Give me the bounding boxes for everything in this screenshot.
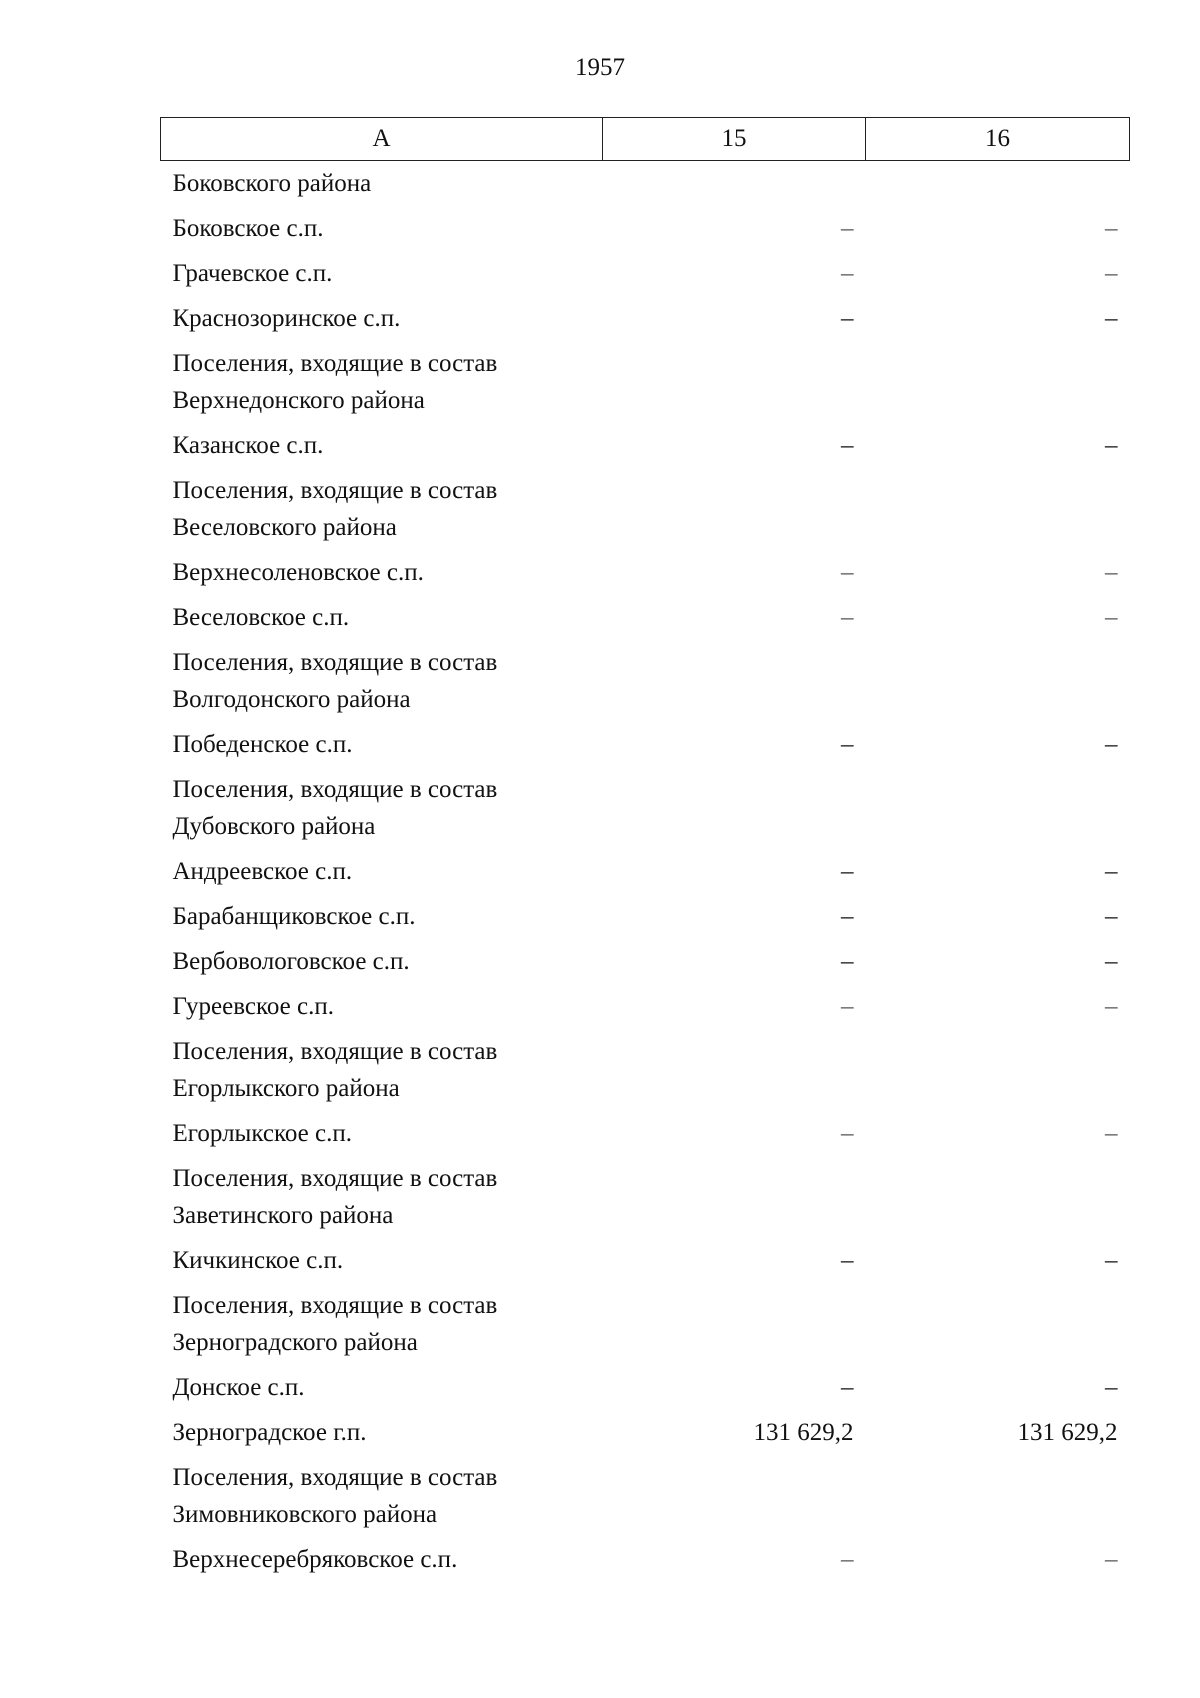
value-col-16	[866, 1287, 1130, 1369]
table-row	[161, 300, 1130, 345]
column-header-16: 16	[866, 118, 1130, 161]
value-col-15: 131 629,2	[753, 1419, 854, 1446]
row-name-line: Зерноградское г.п.	[172, 1419, 367, 1446]
row-name	[161, 472, 603, 554]
table-row	[161, 1369, 1130, 1414]
value-col-15: –	[841, 948, 854, 975]
row-name	[161, 1287, 603, 1369]
table-row	[161, 943, 1130, 988]
row-name	[161, 1115, 603, 1160]
row-name	[161, 345, 603, 427]
row-name-line: Вербовологовское с.п.	[172, 948, 410, 975]
budget-table	[160, 117, 1130, 1586]
table-row	[161, 554, 1130, 599]
value-col-16: –	[1105, 1374, 1118, 1401]
row-name-line: Донское с.п.	[172, 1374, 305, 1401]
row-name	[161, 300, 603, 345]
value-col-16: –	[1105, 1120, 1118, 1147]
row-name-line: Верхнесеребряковское с.п.	[172, 1546, 458, 1573]
value-col-16	[866, 1160, 1130, 1242]
row-name	[161, 1160, 603, 1242]
value-col-16	[866, 345, 1130, 427]
value-col-16: –	[1105, 215, 1118, 242]
table-row	[161, 898, 1130, 943]
value-col-15	[603, 1160, 866, 1242]
value-col-16	[866, 644, 1130, 726]
value-col-15	[603, 161, 866, 211]
row-name	[161, 599, 603, 644]
row-name-line: Поселения, входящие в состав	[172, 776, 498, 803]
table-row	[161, 1541, 1130, 1586]
table-row	[161, 599, 1130, 644]
value-col-16	[866, 1033, 1130, 1115]
table-row	[161, 161, 1130, 211]
value-col-15	[603, 1033, 866, 1115]
page-number: 1957	[575, 54, 625, 81]
value-col-15: –	[841, 1546, 854, 1573]
value-col-16: –	[1105, 903, 1118, 930]
row-name-line: Поселения, входящие в состав	[172, 649, 498, 676]
row-name-line: Поселения, входящие в состав	[172, 1464, 498, 1491]
value-col-15: –	[841, 1120, 854, 1147]
table-row	[161, 1242, 1130, 1287]
table-row	[161, 1160, 1130, 1242]
value-col-16: –	[1105, 559, 1118, 586]
value-col-16: –	[1105, 858, 1118, 885]
table-row	[161, 853, 1130, 898]
value-col-16: –	[1105, 731, 1118, 758]
row-name-line: Краснозоринское с.п.	[172, 305, 401, 332]
row-name	[161, 1541, 603, 1586]
value-col-15: –	[841, 993, 854, 1020]
table-row	[161, 210, 1130, 255]
table-row	[161, 1115, 1130, 1160]
value-col-15: –	[841, 305, 854, 332]
value-col-15: –	[841, 559, 854, 586]
row-name	[161, 255, 603, 300]
table-row	[161, 345, 1130, 427]
row-name-line: Верхнедонского района	[172, 387, 425, 414]
table-row	[161, 1459, 1130, 1541]
row-name-line: Егорлыкское с.п.	[172, 1120, 352, 1147]
value-col-15: –	[841, 858, 854, 885]
value-col-16	[866, 161, 1130, 211]
row-name-line: Поселения, входящие в состав	[172, 1165, 498, 1192]
row-name-line: Волгодонского района	[172, 686, 411, 713]
row-name	[161, 554, 603, 599]
row-name-line: Грачевское с.п.	[172, 260, 333, 287]
value-col-16: –	[1105, 948, 1118, 975]
row-name	[161, 1459, 603, 1541]
row-name	[161, 988, 603, 1033]
value-col-15	[603, 1287, 866, 1369]
row-name-line: Верхнесоленовское с.п.	[172, 559, 424, 586]
row-name-line: Веселовское с.п.	[172, 604, 350, 631]
table-row	[161, 988, 1130, 1033]
row-name-line: Гуреевское с.п.	[172, 993, 334, 1020]
row-name	[161, 943, 603, 988]
row-name-line: Заветинского района	[172, 1202, 394, 1229]
row-name-line: Веселовского района	[172, 514, 397, 541]
value-col-16: –	[1105, 604, 1118, 631]
value-col-15: –	[841, 604, 854, 631]
row-name-line: Победенское с.п.	[172, 731, 353, 758]
value-col-15: –	[841, 215, 854, 242]
value-col-16: –	[1105, 993, 1118, 1020]
row-name	[161, 726, 603, 771]
row-name-line: Поселения, входящие в состав	[172, 350, 498, 377]
row-name	[161, 1242, 603, 1287]
value-col-15: –	[841, 1374, 854, 1401]
value-col-16: –	[1105, 1546, 1118, 1573]
row-name-line: Андреевское с.п.	[172, 858, 353, 885]
value-col-15	[603, 345, 866, 427]
table-row	[161, 644, 1130, 726]
value-col-16: –	[1105, 305, 1118, 332]
value-col-15: –	[841, 731, 854, 758]
value-col-16: –	[1105, 260, 1118, 287]
table-row	[161, 1033, 1130, 1115]
value-col-16: –	[1105, 432, 1118, 459]
value-col-16	[866, 1459, 1130, 1541]
row-name	[161, 1033, 603, 1115]
row-name	[161, 210, 603, 255]
value-col-15	[603, 771, 866, 853]
value-col-15: –	[841, 432, 854, 459]
row-name	[161, 1369, 603, 1414]
value-col-15: –	[841, 1247, 854, 1274]
row-name-line: Дубовского района	[172, 813, 376, 840]
table-row	[161, 1287, 1130, 1369]
row-name	[161, 898, 603, 943]
value-col-16	[866, 771, 1130, 853]
table-row	[161, 255, 1130, 300]
row-name	[161, 853, 603, 898]
row-name-line: Поселения, входящие в состав	[172, 1292, 498, 1319]
row-name	[161, 161, 603, 211]
value-col-16	[866, 472, 1130, 554]
row-name	[161, 427, 603, 472]
value-col-16: 131 629,2	[1017, 1419, 1118, 1446]
value-col-16: –	[1105, 1247, 1118, 1274]
table-row	[161, 427, 1130, 472]
column-header-a: А	[161, 118, 603, 161]
row-name-line: Боковского района	[172, 170, 372, 197]
column-header-15: 15	[603, 118, 866, 161]
row-name	[161, 1414, 603, 1459]
row-name-line: Казанское с.п.	[172, 432, 324, 459]
row-name-line: Зерноградского района	[172, 1329, 418, 1356]
row-name-line: Барабанщиковское с.п.	[172, 903, 416, 930]
row-name	[161, 644, 603, 726]
table-row	[161, 1414, 1130, 1459]
table-header	[161, 118, 1130, 161]
table-row	[161, 472, 1130, 554]
row-name-line: Боковское с.п.	[172, 215, 324, 242]
value-col-15: –	[841, 260, 854, 287]
row-name-line: Егорлыкского района	[172, 1075, 400, 1102]
row-name-line: Поселения, входящие в состав	[172, 1038, 498, 1065]
row-name-line: Кичкинское с.п.	[172, 1247, 344, 1274]
row-name	[161, 771, 603, 853]
value-col-15: –	[841, 903, 854, 930]
value-col-15	[603, 644, 866, 726]
value-col-15	[603, 1459, 866, 1541]
table-row	[161, 771, 1130, 853]
table-row	[161, 726, 1130, 771]
table-body	[161, 161, 1130, 1587]
row-name-line: Зимовниковского района	[172, 1501, 438, 1528]
row-name-line: Поселения, входящие в состав	[172, 477, 498, 504]
value-col-15	[603, 472, 866, 554]
